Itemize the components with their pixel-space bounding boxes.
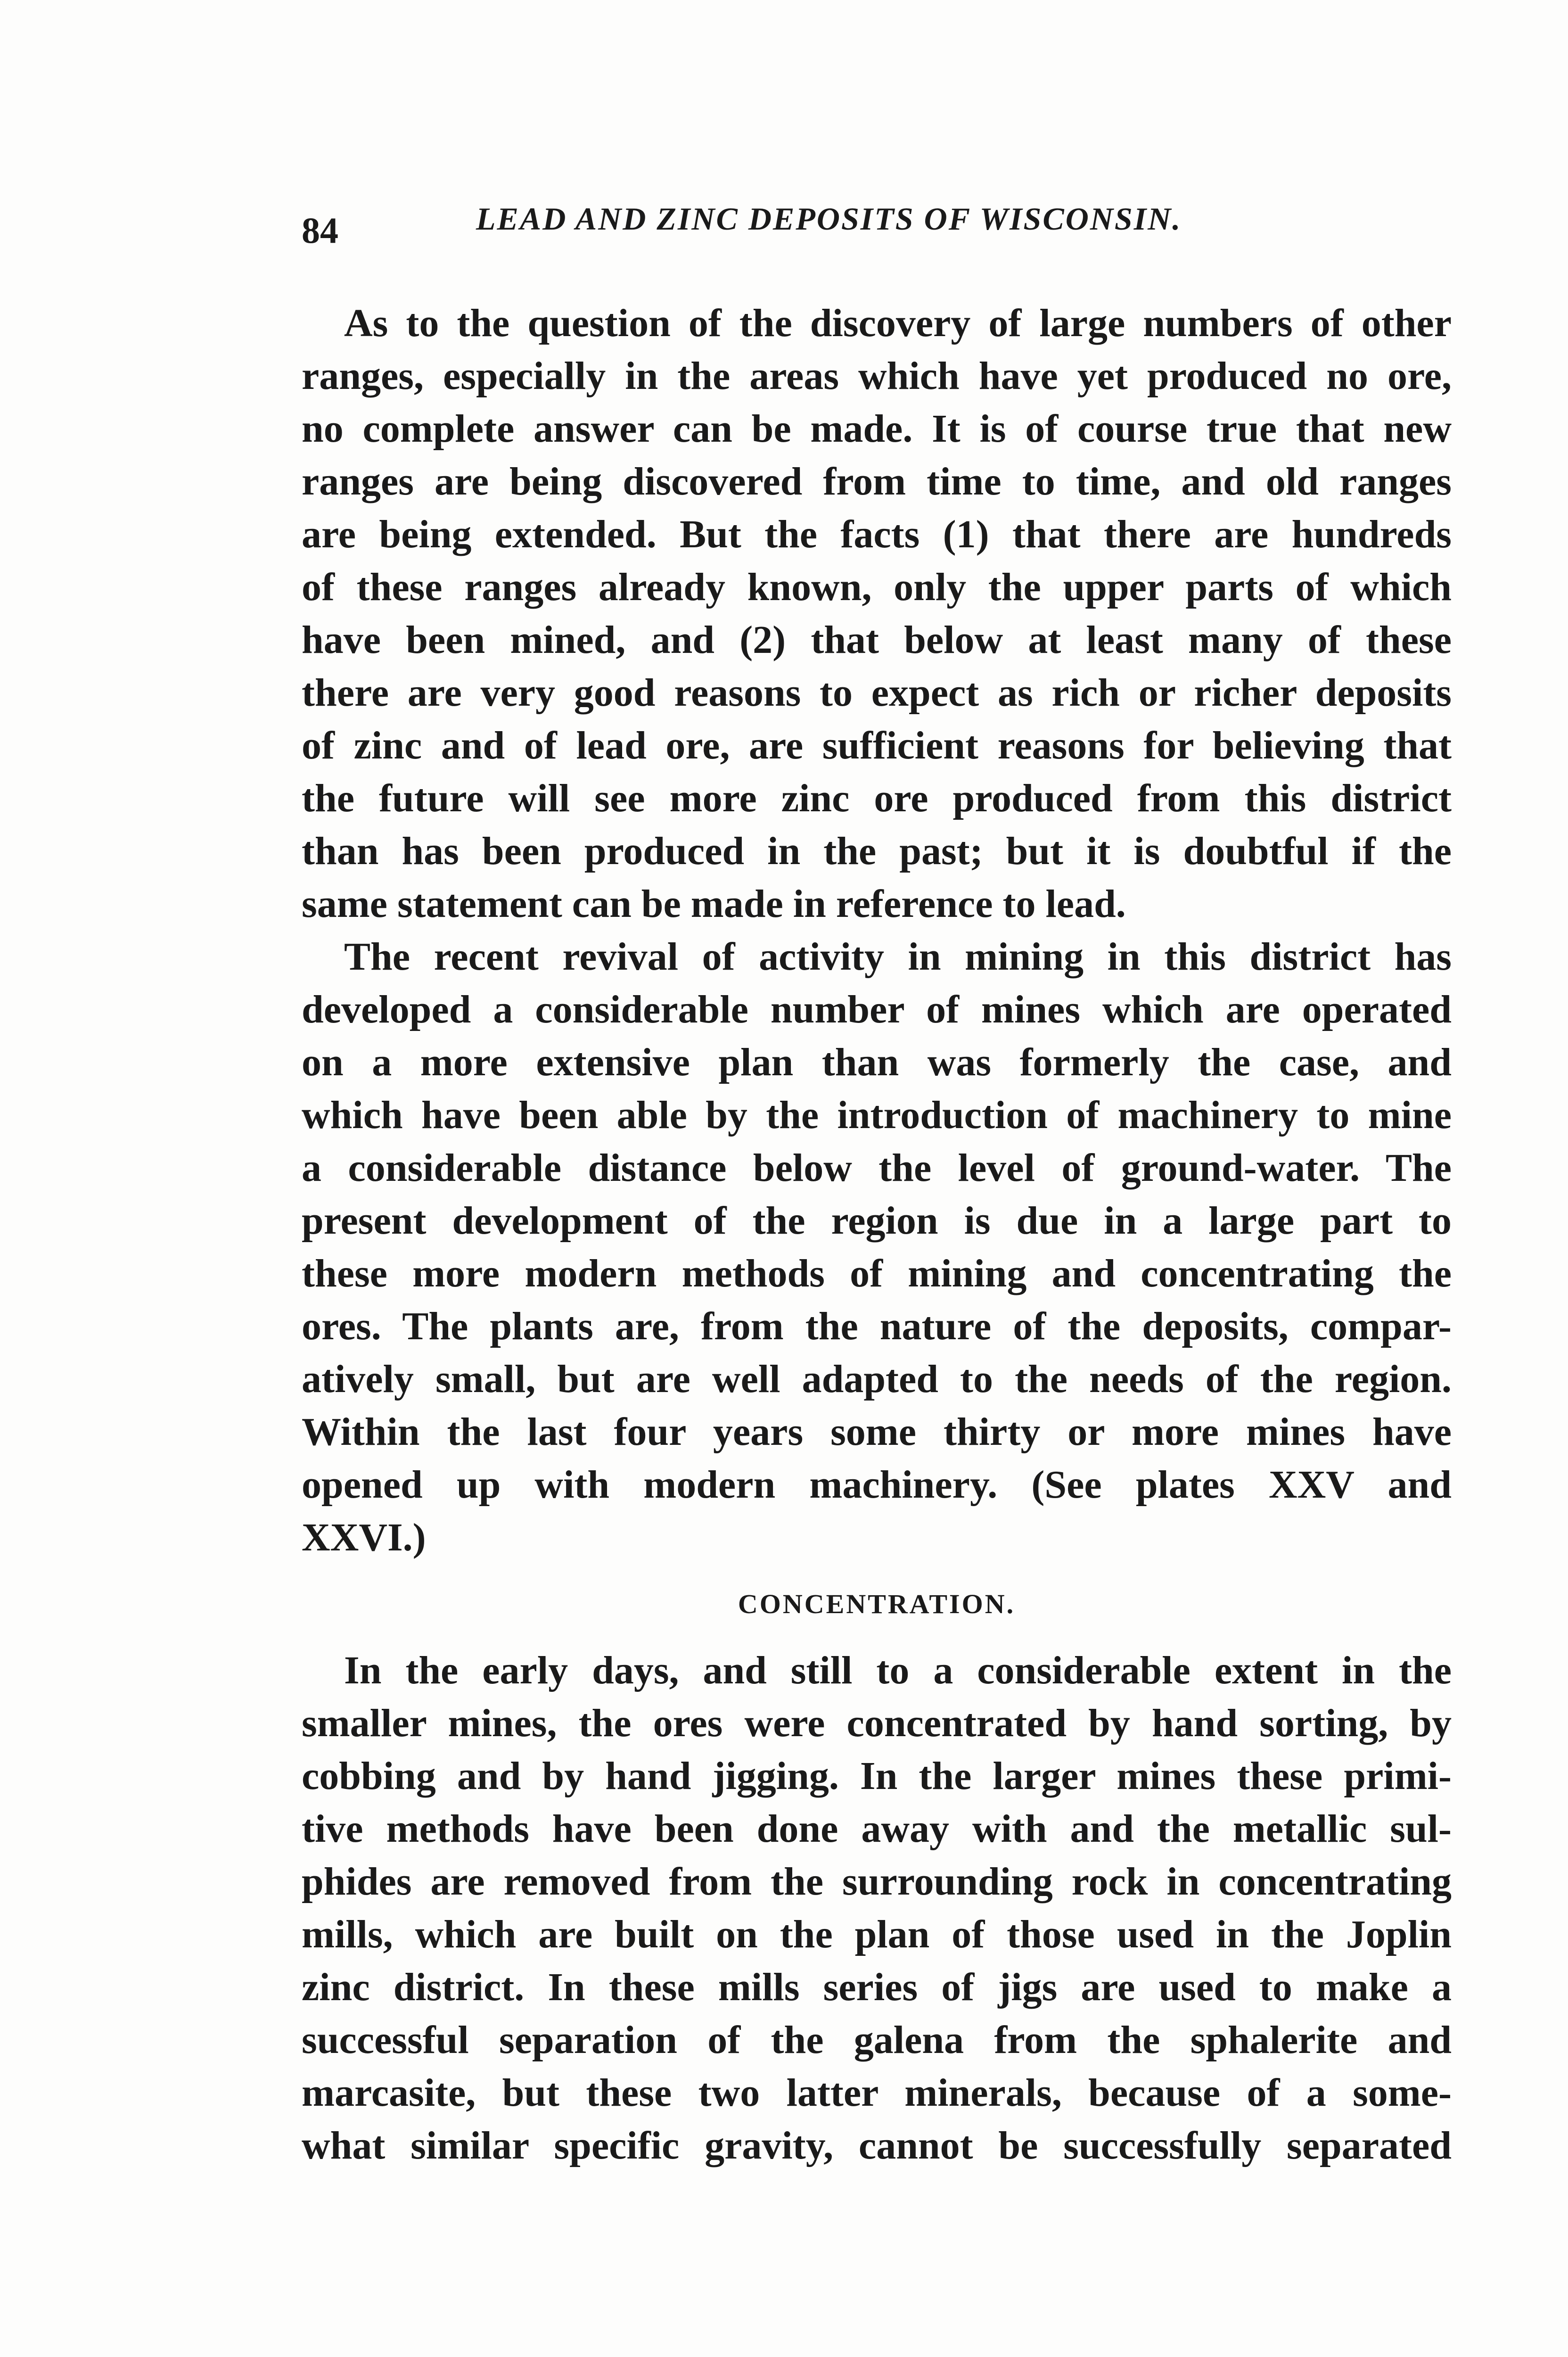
text-line: the future will see more zinc ore produced from this district: [302, 776, 1452, 820]
text-line: which have been able by the introduction of machinery to mine: [302, 1093, 1452, 1137]
text-line: on a more extensive plan than was formerly the case, and: [302, 1040, 1452, 1084]
text-line: ranges are being discovered from time to time, and old ranges: [302, 460, 1452, 503]
text-line: smaller mines, the ores were concentrated by hand sorting, by: [302, 1701, 1452, 1745]
text-line: are being extended. But the facts (1) that there are hundreds: [302, 512, 1452, 556]
text-line: Within the last four years some thirty or more mines have: [302, 1410, 1452, 1454]
text-line: present development of the region is due in a large part to: [302, 1199, 1452, 1243]
text-line: these more modern methods of mining and concentrating the: [302, 1252, 1452, 1295]
text-line: phides are removed from the surrounding rock in concentrating: [302, 1860, 1452, 1904]
text-line: marcasite, but these two latter minerals, because of a some-: [302, 2071, 1452, 2115]
text-line: ranges, especially in the areas which have yet produced no ore,: [302, 354, 1452, 398]
text-line: a considerable distance below the level of ground-water. The: [302, 1146, 1452, 1190]
paragraph-2: [302, 931, 1452, 1564]
text-line: of zinc and of lead ore, are sufficient reasons for believing that: [302, 724, 1452, 767]
page-header: [302, 203, 1480, 255]
text-line: there are very good reasons to expect as rich or richer deposits: [302, 671, 1452, 715]
text-line: what similar specific gravity, cannot be successfully separated: [302, 2124, 1452, 2167]
text-line: of these ranges already known, only the upper parts of which: [302, 565, 1452, 609]
text-line: no complete answer can be made. It is of course true that new: [302, 407, 1452, 451]
text-line: ores. The plants are, from the nature of the deposits, compar-: [302, 1304, 1452, 1348]
text-line: successful separation of the galena from the sphalerite and: [302, 2018, 1452, 2062]
text-line: cobbing and by hand jigging. In the larger mines these primi-: [302, 1754, 1452, 1798]
body-text: [302, 297, 1452, 2172]
text-line: have been mined, and (2) that below at least many of these: [302, 618, 1452, 662]
text-line: atively small, but are well adapted to the needs of the region.: [302, 1357, 1452, 1401]
text-line: XXVI.): [302, 1516, 426, 1559]
running-title: LEAD AND ZINC DEPOSITS OF WISCONSIN.: [476, 201, 1182, 237]
text-line: In the early days, and still to a considerable extent in the: [344, 1648, 1452, 1692]
section-heading: CONCENTRATION.: [738, 1589, 1016, 1619]
text-line: than has been produced in the past; but it is doubtful if the: [302, 829, 1452, 873]
text-line: opened up with modern machinery. (See plates XXV and: [302, 1463, 1452, 1507]
page-number: 84: [302, 210, 338, 251]
text-line: mills, which are built on the plan of those used in the Joplin: [302, 1912, 1452, 1956]
text-line: As to the question of the discovery of large numbers of other: [344, 301, 1452, 345]
text-line: same statement can be made in reference to lead.: [302, 882, 1126, 926]
text-line: The recent revival of activity in mining in this district has: [344, 935, 1452, 979]
paragraph-3: [302, 1644, 1452, 2172]
text-line: zinc district. In these mills series of jigs are used to make a: [302, 1965, 1452, 2009]
text-line: tive methods have been done away with and the metallic sul-: [302, 1807, 1452, 1851]
text-line: developed a considerable number of mines which are operated: [302, 988, 1452, 1031]
paragraph-1: [302, 297, 1452, 931]
